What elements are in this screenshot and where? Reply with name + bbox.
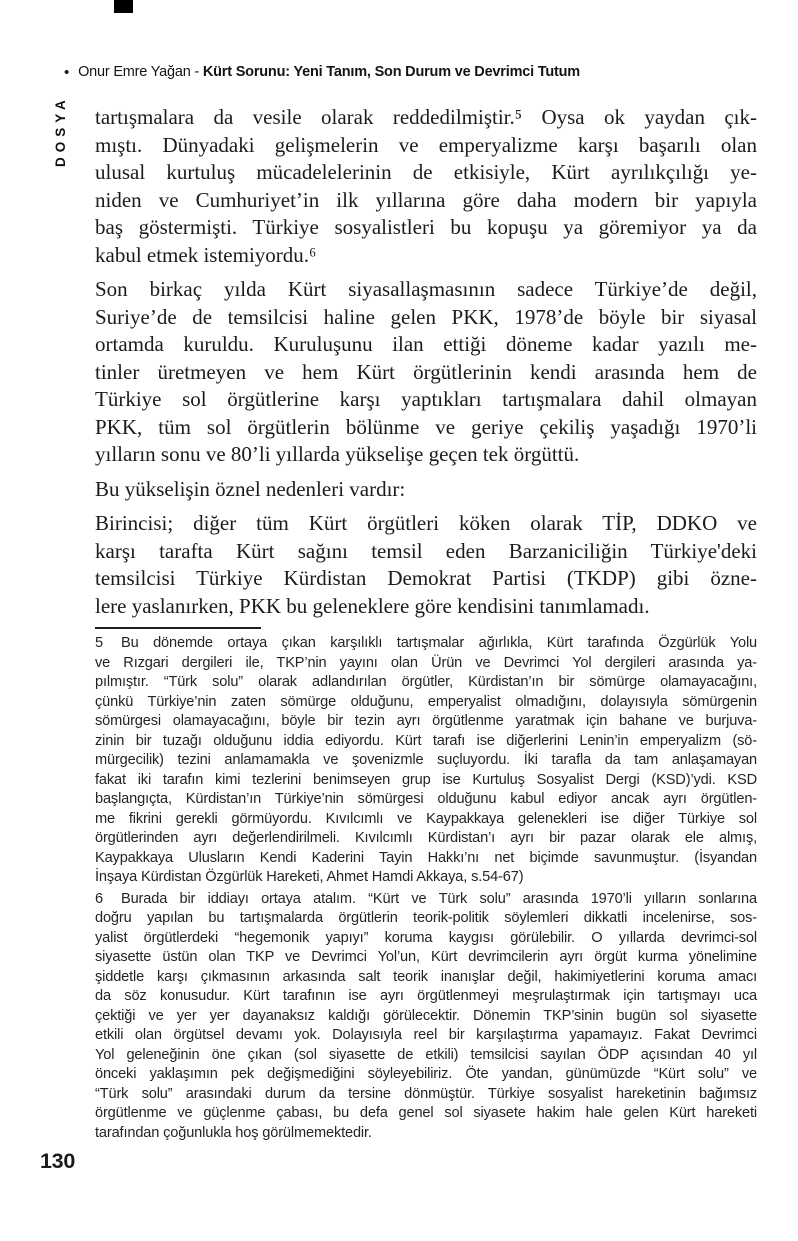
text-line: tinler üretmeyen ve hem Kürt örgütlerinin kendi arasında hem de	[95, 359, 757, 384]
text-line: Türkiye sol örgütlerine karşı yaptıkları tartışmalara dahil olmayan	[95, 387, 757, 411]
bullet-icon: •	[64, 64, 70, 81]
footnote-first-line: Bu dönemde ortaya çıkan karşılıklı tartışmalar ağırlıkla, Kürt tarafında Özgürlük Yolu	[121, 635, 757, 651]
footnote-first-row	[95, 890, 757, 910]
footnote	[95, 890, 757, 1144]
text-line: baş göstermişti. Türkiye sosyalistleri bu kopuşu ya göremiyor ya da	[95, 215, 757, 239]
text-line: örgütlerinden ayrı değerlendirilmeli. Kıvılcımlı Kürdistan’ı ayrı bir pazar olarak ele almış,	[95, 830, 757, 846]
text-line: mürgecilik) tezini anlamamakla ve şovenizmle suçluyordu. İki tarafla da tam anlaşamayan	[95, 752, 757, 768]
text-line: niden ve Cumhuriyet’in ilk yıllarına göre daha modern bir yapıyla	[95, 187, 757, 212]
dosya-section-label: DOSYA	[53, 95, 68, 167]
footnotes-section	[95, 634, 757, 1145]
text-line: etkili olan örgütsel devamı yok. Dolayısıyla reel bir karşılaştırma yapamayız. Fakat Devrimci	[95, 1027, 757, 1043]
text-line: çektiği ve yer yer dayanaksız kaldığı görülecektir. Dönemin TKP’sinin bugün sol siyasette	[95, 1007, 757, 1024]
text-line: örgütlenme ve güçlenme çabası, bu defa genel sol siyasete hakim hale gelen Kürt hareketi	[95, 1105, 757, 1121]
article-title: Kürt Sorunu: Yeni Tanım, Son Durum ve Devrimci Tutum	[202, 64, 580, 80]
page-number: 130	[40, 1149, 75, 1173]
footnote-first-line: Burada bir iddiayı ortaya atalım. “Kürt ve Türk solu” arasında 1970’li yılların sonlarına	[121, 890, 757, 907]
text-line: başlangıçta, Kürdistan’ın Türkiye’nin sömürgesi olduğunu kabul ediyor ancak ayrı örgütlen-	[95, 791, 757, 807]
body-paragraph	[95, 476, 757, 504]
text-line: doğru yapılan bu tartışmalarda örgütlerin teorik-politik söylemleri dikkatli incelenirse, sos-	[95, 910, 757, 926]
text-line: PKK, tüm sol örgütlerin bölünme ve geriye çekiliş yaşadığı 1970’li	[95, 414, 757, 439]
text-line: yalist örgütlerdeki “hegemonik yapıyı” koruma kaygısı görülebilir. O yıllarda devrimci-sol	[95, 929, 757, 946]
text-line: me fikrini gerekli görmüyordu. Kıvılcımlı ve Kaypakkaya gelenekleri ise diğer Türkiye sol	[95, 810, 757, 827]
body-paragraph	[95, 276, 757, 469]
running-header	[64, 64, 580, 80]
text-line: ulusal kurtuluş mücadelelerinin de etkisiyle, Kürt ayrılıkçılığı ye-	[95, 160, 757, 184]
text-line: kabul etmek istemiyordu.⁶	[95, 242, 317, 267]
text-line: tartışmalara da vesile olarak reddedilmiştir.⁵ Oysa ok yaydan çık-	[95, 105, 757, 129]
text-line: temsilcisi Türkiye Kürdistan Demokrat Partisi (TKDP) gibi özne-	[95, 566, 757, 590]
footnote-separator	[95, 627, 261, 629]
text-line: tarafından çoğunlukla hoş görülmemektedir.	[95, 1124, 372, 1141]
author-name: Onur Emre Yağan -	[78, 64, 203, 80]
text-line: şiddetle karşı çıkmasının arkasında salt teorik inanışlar değil, hakimiyetlerini koruma amacı	[95, 968, 757, 985]
footnote-number: 6	[95, 890, 103, 907]
text-line: “Türk solu” arasındaki durum da tersine dönmüştür. Türkiye sosyalist hareketinin bağımsız	[95, 1085, 757, 1102]
text-line: mıştı. Dünyadaki gelişmelerin ve emperyalizme karşı başarılı olan	[95, 132, 757, 157]
body-paragraph	[95, 104, 757, 269]
text-line: İnşaya Kürdistan Özgürlük Hareketi, Ahmet Hamdi Akkaya, s.54-67)	[95, 869, 524, 885]
text-line: Suriye’de de temsilcisi haline gelen PKK, 1978’de böyle bir siyasal	[95, 304, 757, 329]
text-line: lere yaslanırken, PKK bu geleneklere göre kendisini tanımlamadı.	[95, 593, 650, 618]
footnote-body	[95, 654, 757, 888]
text-line: Kaypakkaya Ulusların Kendi Kaderini Tayin Hakkı’nı net biçimde savunmuştur. (İsyandan	[95, 849, 757, 866]
text-line: ve Rızgari dergileri ile, TKP’nin yayını olan Ürün ve Devrimci Yol dergileri arasında ya-	[95, 654, 757, 671]
text-line: çünkü Türkiye’nin zaten sömürge olduğunu, emperyalist olmadığını, dolayısıyla sömürgenin	[95, 693, 757, 710]
body-text	[95, 104, 757, 627]
text-line: önceki yaklaşımın pek değişmediğini söyleyebiliriz. Öte yandan, günümüzde “Kürt solu” ve	[95, 1066, 757, 1082]
text-line: pılmıştır. “Türk solu” olarak adlandırılan örgütler, Kürdistan’ın bir sömürge olamayacağını,	[95, 674, 757, 690]
text-line: da söz konusudur. Kürt tarafının ise ayrı örgütlenmeyi meşrulaştırmak için tartışmayı uca	[95, 988, 757, 1004]
print-registration-mark	[114, 0, 133, 13]
text-line: karşı tarafta Kürt sağını temsil eden Barzaniciliğin Türkiye'deki	[95, 538, 757, 563]
footnote	[95, 634, 757, 888]
text-line: zinin bir tuzağı olduğunu iddia ediyordu. Kürt tarafı ise diğerlerini Lenin’in emperyalizm (sö-	[95, 732, 757, 749]
header-text	[78, 64, 580, 80]
footnote-first-row	[95, 634, 757, 654]
text-line: fakat iki tarafın kimi tezlerini benimseyen grup ise Kurtuluş Sosyalist Dergi (KSD)’ydi. KSD	[95, 771, 757, 788]
text-line: yılların sonu ve 80’li yıllarda yükselişe geçen tek örgüttü.	[95, 442, 580, 466]
text-line: Bu yükselişin öznel nedenleri vardır:	[95, 476, 406, 501]
text-line: Yol geleneğinin öne çıkan (sol siyasette de etkili) temsilcisi sayılan ÖDP açısından 40 yıl	[95, 1046, 757, 1063]
footnote-number: 5	[95, 635, 103, 651]
text-line: sömürgesi olamayacağını, böyle bir tezin ayrı örgütlenme yaratmak için bahane ve burjuva-	[95, 713, 757, 729]
text-line: siyasette üstün olan TKP ve Devrimci Yol’un, Kürt devrimcilerin ayrı örgüt kurma yönelimine	[95, 949, 757, 965]
body-paragraph	[95, 510, 757, 620]
text-line: Son birkaç yılda Kürt siyasallaşmasının sadece Türkiye’de değil,	[95, 277, 757, 301]
text-line: Birincisi; diğer tüm Kürt örgütleri köken olarak TİP, DDKO ve	[95, 511, 757, 535]
footnote-body	[95, 909, 757, 1143]
text-line: ortamda kuruldu. Kuruluşunu ilan ettiği döneme kadar yazılı me-	[95, 332, 757, 356]
